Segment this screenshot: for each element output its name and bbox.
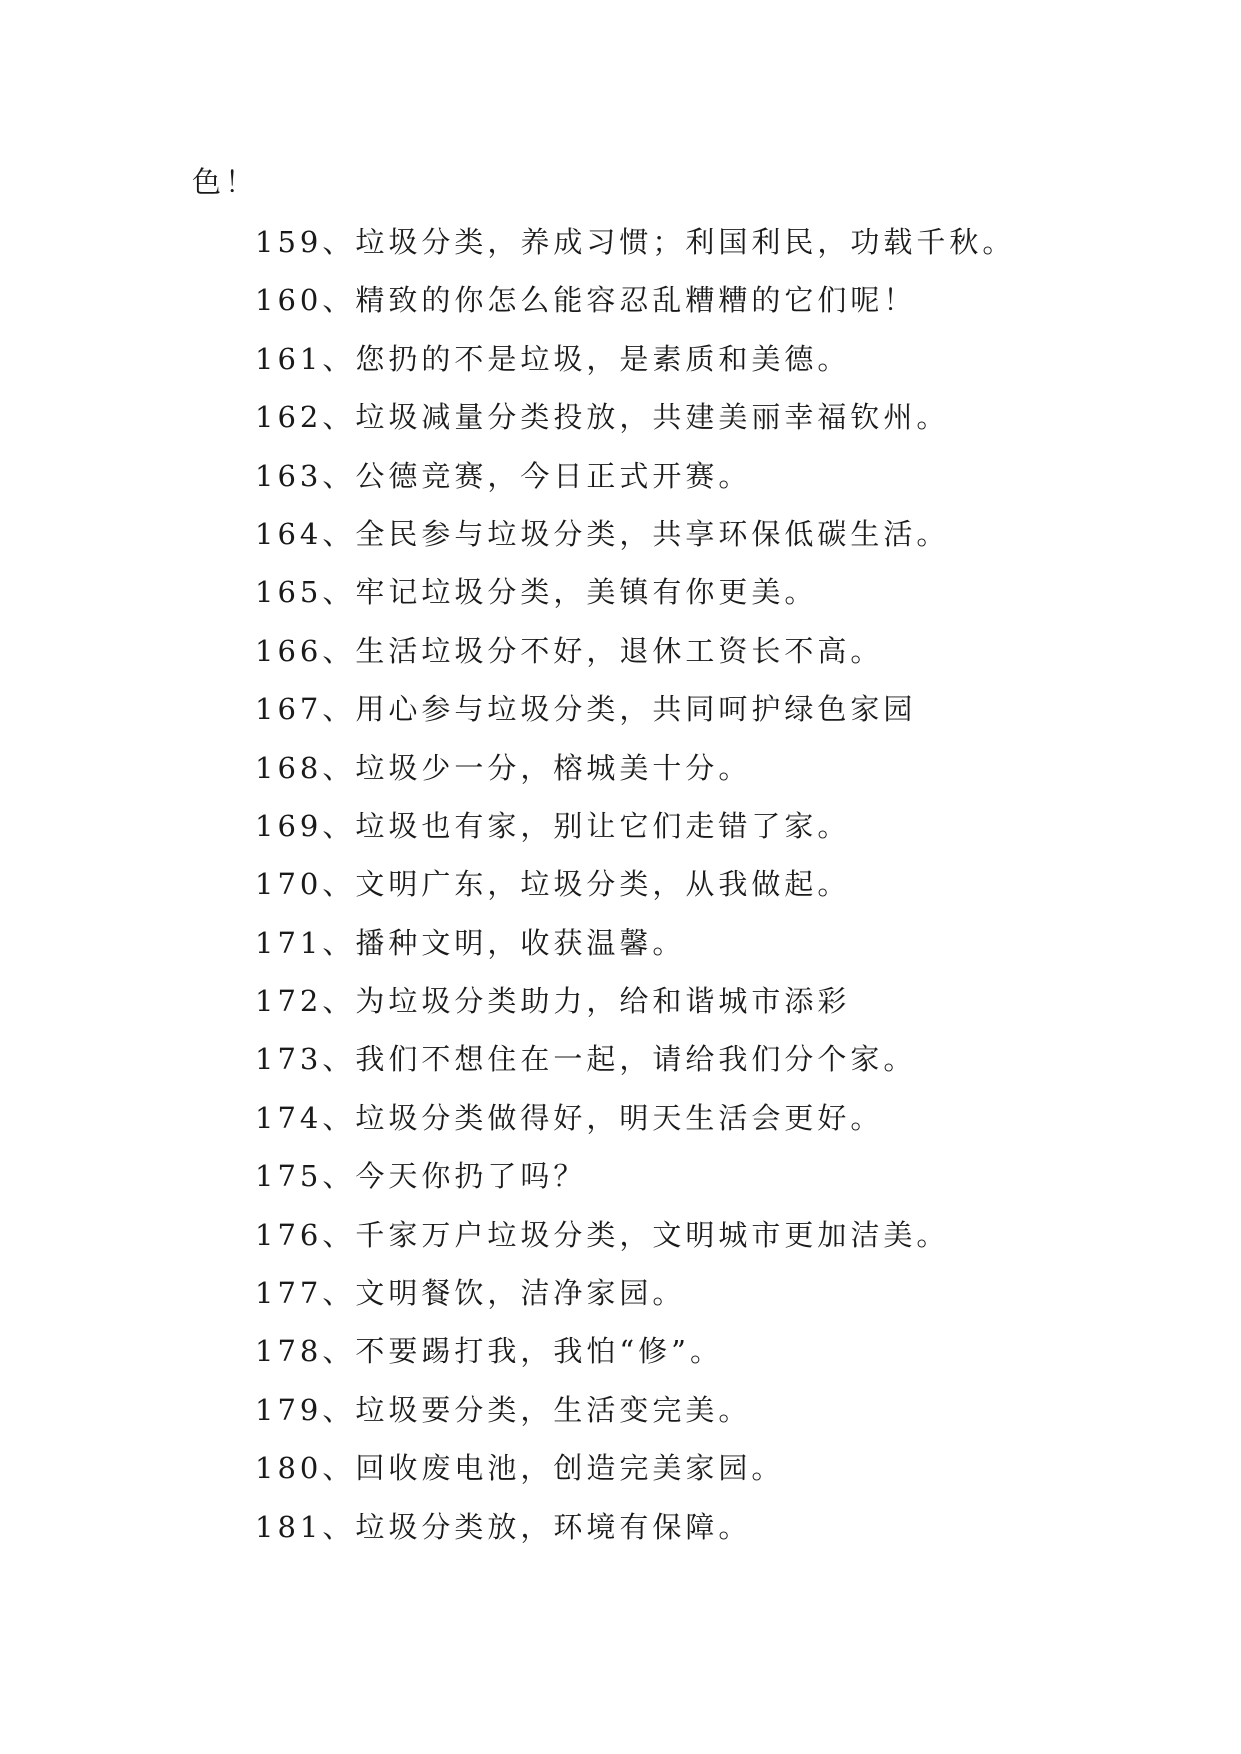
- continuation-text: 色！: [192, 165, 259, 199]
- slogan-item: 161、您扔的不是垃圾，是素质和美德。: [255, 341, 851, 376]
- slogan-item: 176、千家万户垃圾分类，文明城市更加洁美。: [255, 1217, 950, 1252]
- slogan-item: 160、精致的你怎么能容忍乱糟糟的它们呢！: [255, 283, 917, 318]
- slogan-item: 178、不要踢打我，我怕“修”。: [255, 1334, 724, 1369]
- slogan-item: 170、文明广东，垃圾分类，从我做起。: [255, 867, 851, 902]
- slogan-item: 179、垃圾要分类，生活变完美。: [255, 1392, 752, 1427]
- slogan-item: 164、全民参与垃圾分类，共享环保低碳生活。: [255, 516, 950, 551]
- slogan-item: 165、牢记垃圾分类，美镇有你更美。: [255, 575, 818, 610]
- slogan-item: 180、回收废电池，创造完美家园。: [255, 1451, 785, 1486]
- slogan-item: 168、垃圾少一分，榕城美十分。: [255, 750, 752, 785]
- slogan-item: 173、我们不想住在一起，请给我们分个家。: [255, 1042, 917, 1077]
- slogan-item: 162、垃圾减量分类投放，共建美丽幸福钦州。: [255, 400, 950, 435]
- slogan-item: 159、垃圾分类，养成习惯；利国利民，功载千秋。: [255, 225, 1016, 259]
- slogan-item: 174、垃圾分类做得好，明天生活会更好。: [255, 1100, 884, 1135]
- slogan-item: 167、用心参与垃圾分类，共同呵护绿色家园: [255, 692, 917, 727]
- slogan-item: 166、生活垃圾分不好，退休工资长不高。: [255, 633, 884, 668]
- slogan-item: 171、播种文明，收获温馨。: [255, 925, 686, 960]
- slogan-list: [255, 222, 1015, 1565]
- slogan-item: 175、今天你扔了吗？: [255, 1159, 587, 1194]
- slogan-item: 177、文明餐饮，洁净家园。: [255, 1276, 686, 1311]
- slogan-item: 181、垃圾分类放，环境有保障。: [255, 1509, 752, 1544]
- slogan-item: 172、为垃圾分类助力，给和谐城市添彩: [255, 984, 851, 1019]
- slogan-item: 163、公德竞赛，今日正式开赛。: [255, 458, 752, 493]
- slogan-item: 169、垃圾也有家，别让它们走错了家。: [255, 808, 851, 843]
